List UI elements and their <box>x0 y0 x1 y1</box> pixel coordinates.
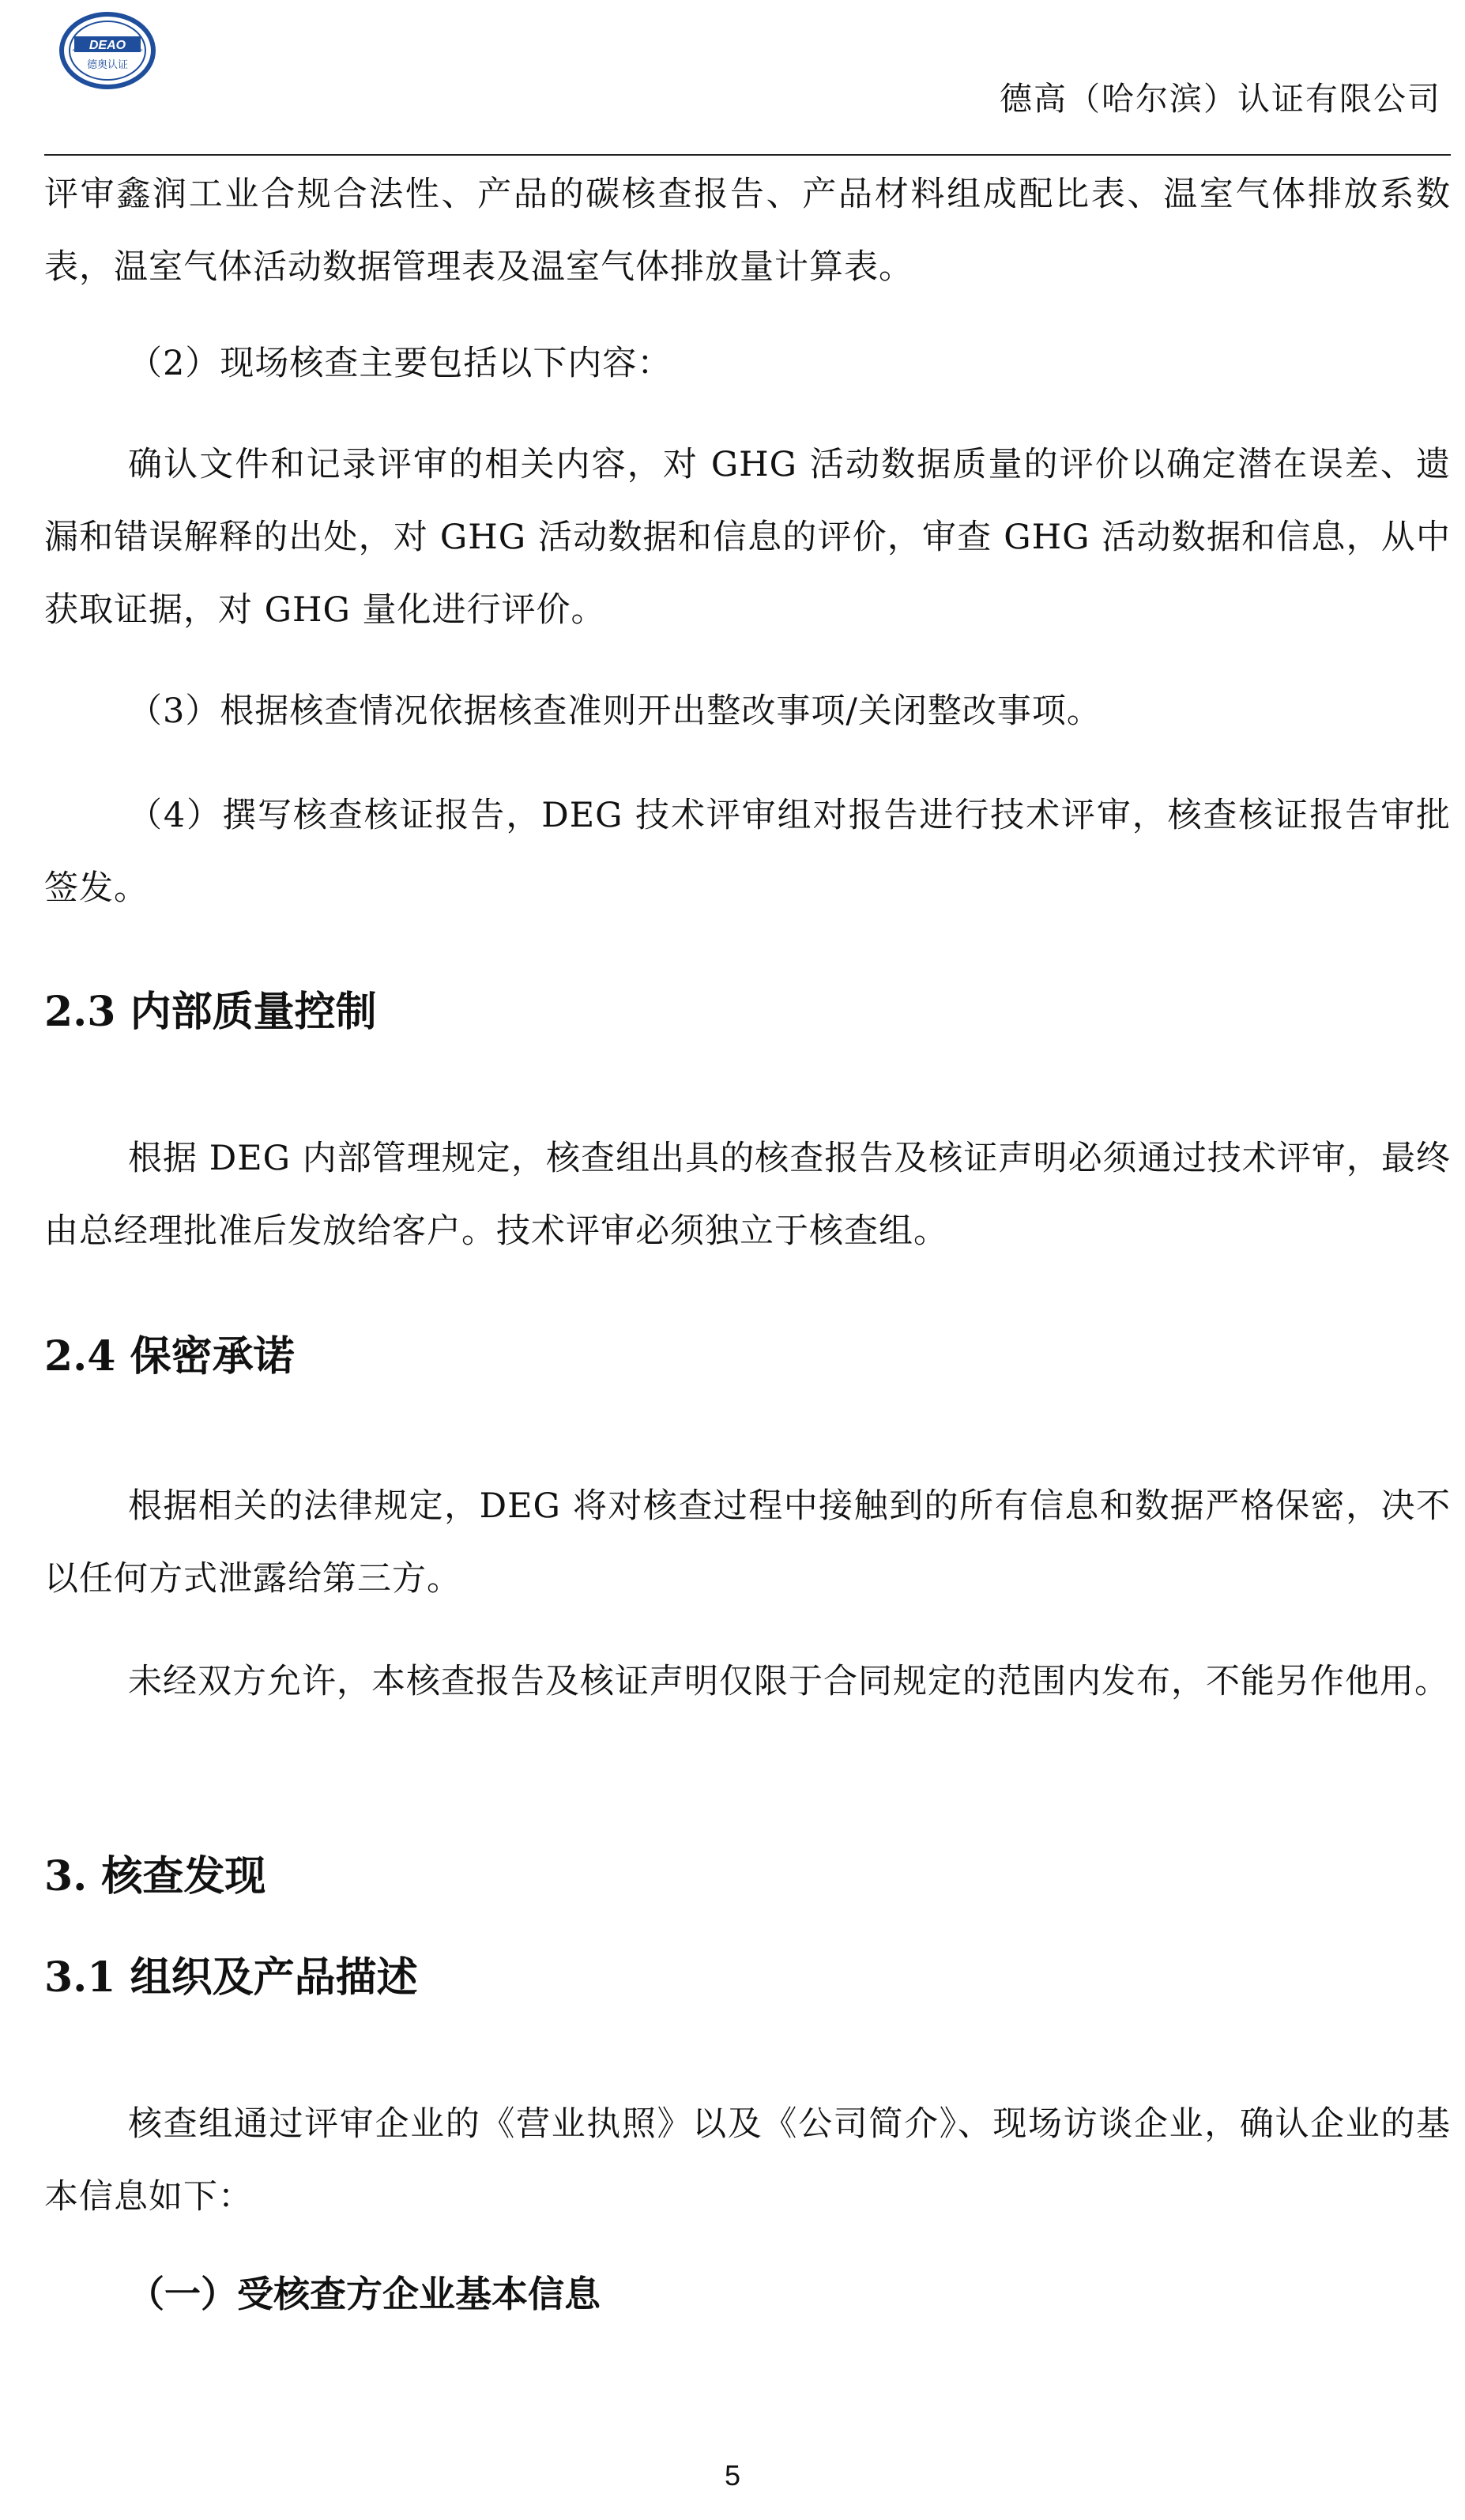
heading-3-1: 3.1 组织及产品描述 <box>44 1953 418 2002</box>
header-divider <box>44 154 1451 156</box>
heading-2-4: 2.4 保密承诺 <box>44 1332 295 1381</box>
paragraph-confidentiality-1: 根据相关的法律规定，DEG 将对核查过程中接触到的所有信息和数据严格保密，决不以任何方式泄露给第三方。 <box>44 1486 1451 1599</box>
paragraph-review-docs: 评审鑫润工业合规合法性、产品的碳核查报告、产品材料组成配比表、温室气体排放系数表，温室气体活动数据管理表及温室气体排放量计算表。 <box>44 175 1451 287</box>
paragraph-quality-control: 根据 DEG 内部管理规定，核查组出具的核查报告及核证声明必须通过技术评审，最终由总经理批准后发放给客户。技术评审必须独立于核查组。 <box>44 1139 1451 1251</box>
paragraph-confidentiality-2: 未经双方允许，本核查报告及核证声明仅限于合同规定的范围内发布，不能另作他用。 <box>128 1662 1449 1701</box>
paragraph-org-description: 核查组通过评审企业的《营业执照》以及《公司简介》、现场访谈企业，确认企业的基本信息如下： <box>44 2104 1451 2217</box>
paragraph-onsite-content: 确认文件和记录评审的相关内容，对 GHG 活动数据质量的评价以确定潜在误差、遗漏和错误解释的出处，对 GHG 活动数据和信息的评价，审查 GHG 活动数据和信息，从中获取证据，对 GHG 量化进行评价。 <box>44 445 1451 630</box>
heading-2-3: 2.3 内部质量控制 <box>44 988 377 1036</box>
heading-3: 3. 核查发现 <box>44 1852 266 1900</box>
paragraph-report-writing: （4）撰写核查核证报告，DEG 技术评审组对报告进行技术评审，核查核证报告审批签发。 <box>44 796 1451 908</box>
paragraph-rectification: （3）根据核查情况依据核查准则开出整改事项/关闭整改事项。 <box>128 691 1102 731</box>
logo-text: DEAO <box>89 39 126 52</box>
paragraph-onsite-intro: （2）现场核查主要包括以下内容： <box>128 344 672 383</box>
company-name: 德高（哈尔滨）认证有限公司 <box>1000 80 1441 118</box>
company-logo <box>58 11 156 90</box>
page-number: 5 <box>724 2459 741 2492</box>
logo-subtext: 德奥认证 <box>86 59 129 71</box>
heading-basic-info: （一）受核查方企业基本信息 <box>128 2273 601 2315</box>
